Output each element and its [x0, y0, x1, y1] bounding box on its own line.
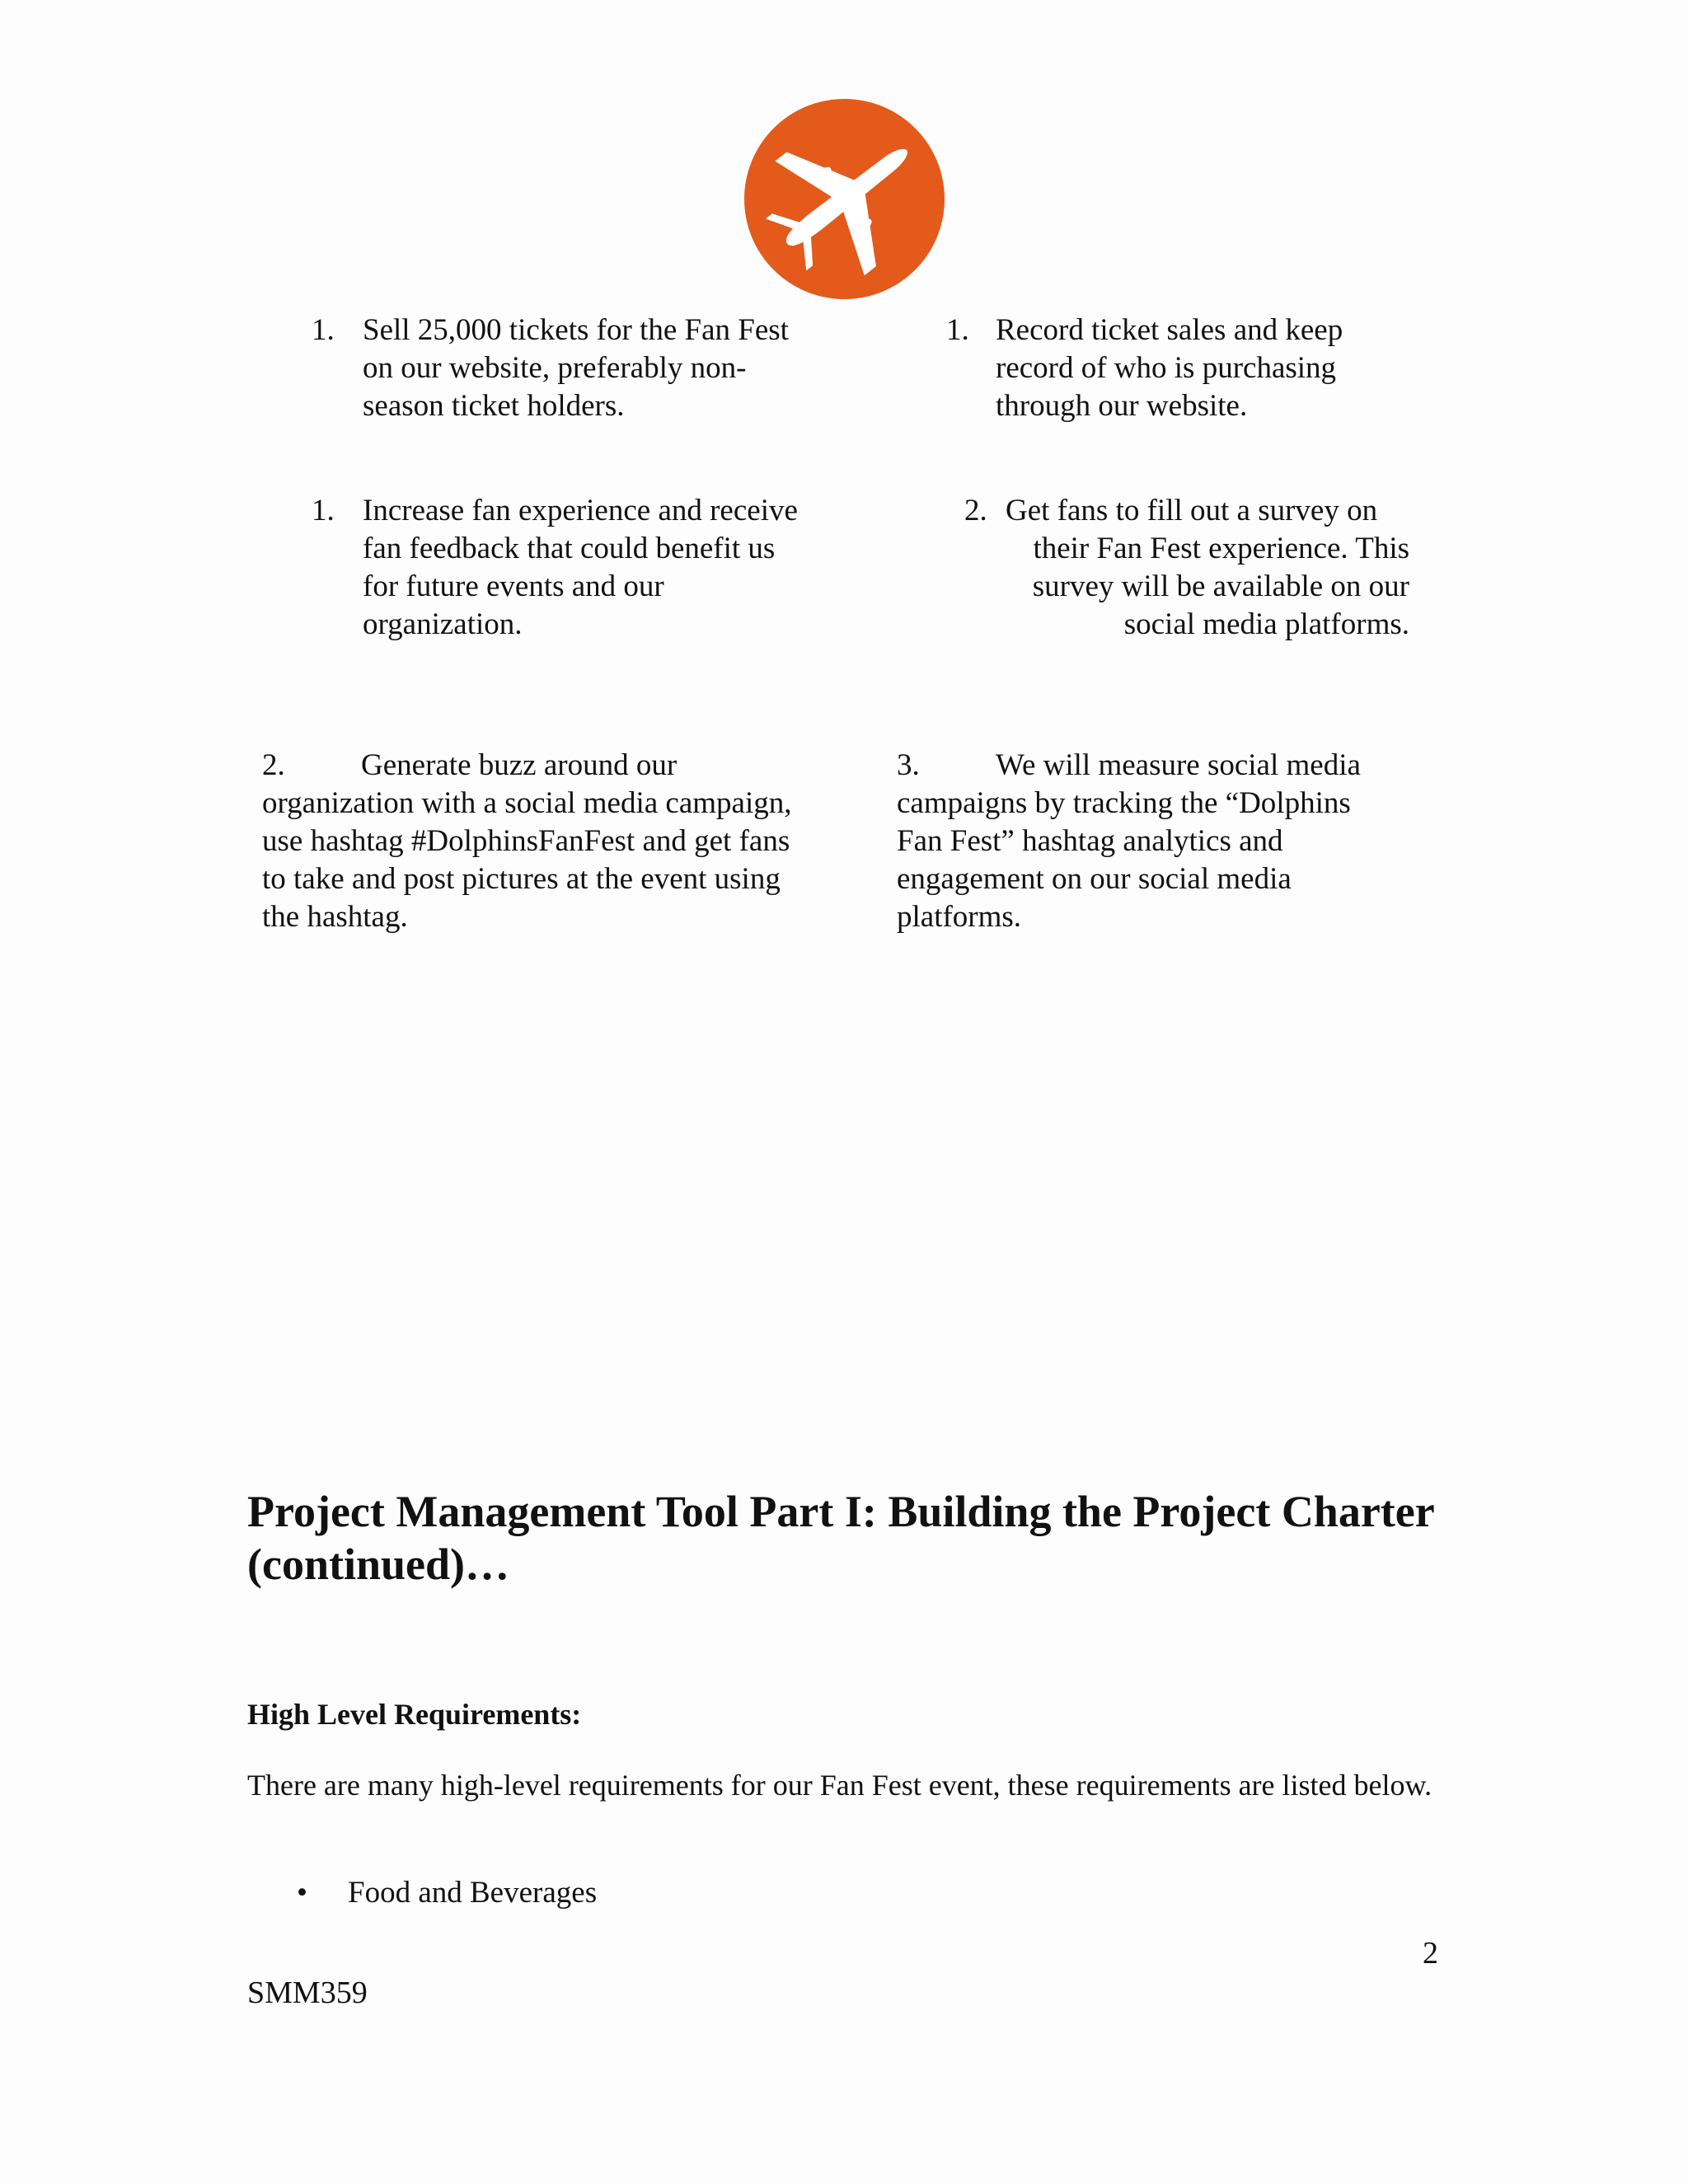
subheading: High Level Requirements: — [247, 1698, 582, 1731]
page-number: 2 — [1423, 1936, 1438, 1971]
list-number: 1. — [312, 494, 335, 527]
text-line: survey will be available on our — [1032, 569, 1409, 603]
text-line: engagement on our social media — [897, 862, 1292, 896]
text-line: season ticket holders. — [363, 389, 625, 423]
footer-course-code: SMM359 — [247, 1975, 368, 2010]
requirements-paragraph: There are many high-level requirements for our Fan Fest event, these requirements are listed below. — [247, 1769, 1432, 1802]
text-line: social media platforms. — [1123, 607, 1409, 641]
objective-3-right — [897, 747, 1361, 936]
text-line: Increase fan experience and receive — [363, 494, 798, 527]
airplane-logo-icon — [744, 99, 945, 299]
section-heading: Project Management Tool Part I: Building the Project Charter (continued)… — [247, 1487, 1434, 1589]
list-item-text: Food and Beverages — [348, 1876, 598, 1910]
text-line: campaigns by tracking the “Dolphins — [897, 786, 1351, 820]
text-line: Record ticket sales and keep — [996, 313, 1343, 347]
text-line: on our website, preferably non- — [363, 351, 747, 385]
objective-3-left — [262, 747, 792, 936]
text-line: Generate buzz around our — [361, 748, 678, 782]
list-number: 1. — [946, 313, 969, 347]
text-line: use hashtag #DolphinsFanFest and get fans — [262, 824, 790, 858]
text-line: organization. — [363, 607, 523, 641]
list-number: 3. — [897, 748, 920, 782]
text-line: through our website. — [996, 389, 1248, 423]
text-line: for future events and our — [363, 569, 664, 603]
text-line: Fan Fest” hashtag analytics and — [897, 824, 1283, 858]
list-number: 2. — [262, 748, 285, 782]
text-line: organization with a social media campaign, — [262, 786, 792, 820]
text-line: platforms. — [897, 900, 1022, 934]
text-line: the hashtag. — [262, 900, 408, 934]
text-line: their Fan Fest experience. This — [1033, 532, 1409, 565]
text-line: Get fans to fill out a survey on — [1006, 494, 1378, 527]
bullet-icon: • — [297, 1876, 307, 1910]
text-line: Sell 25,000 tickets for the Fan Fest — [363, 313, 789, 347]
text-line: record of who is purchasing — [996, 351, 1337, 385]
list-number: 1. — [312, 313, 335, 347]
text-line: We will measure social media — [996, 748, 1361, 782]
text-line: to take and post pictures at the event using — [262, 862, 781, 896]
text-line: fan feedback that could benefit us — [363, 532, 776, 565]
list-number: 2. — [964, 494, 987, 527]
